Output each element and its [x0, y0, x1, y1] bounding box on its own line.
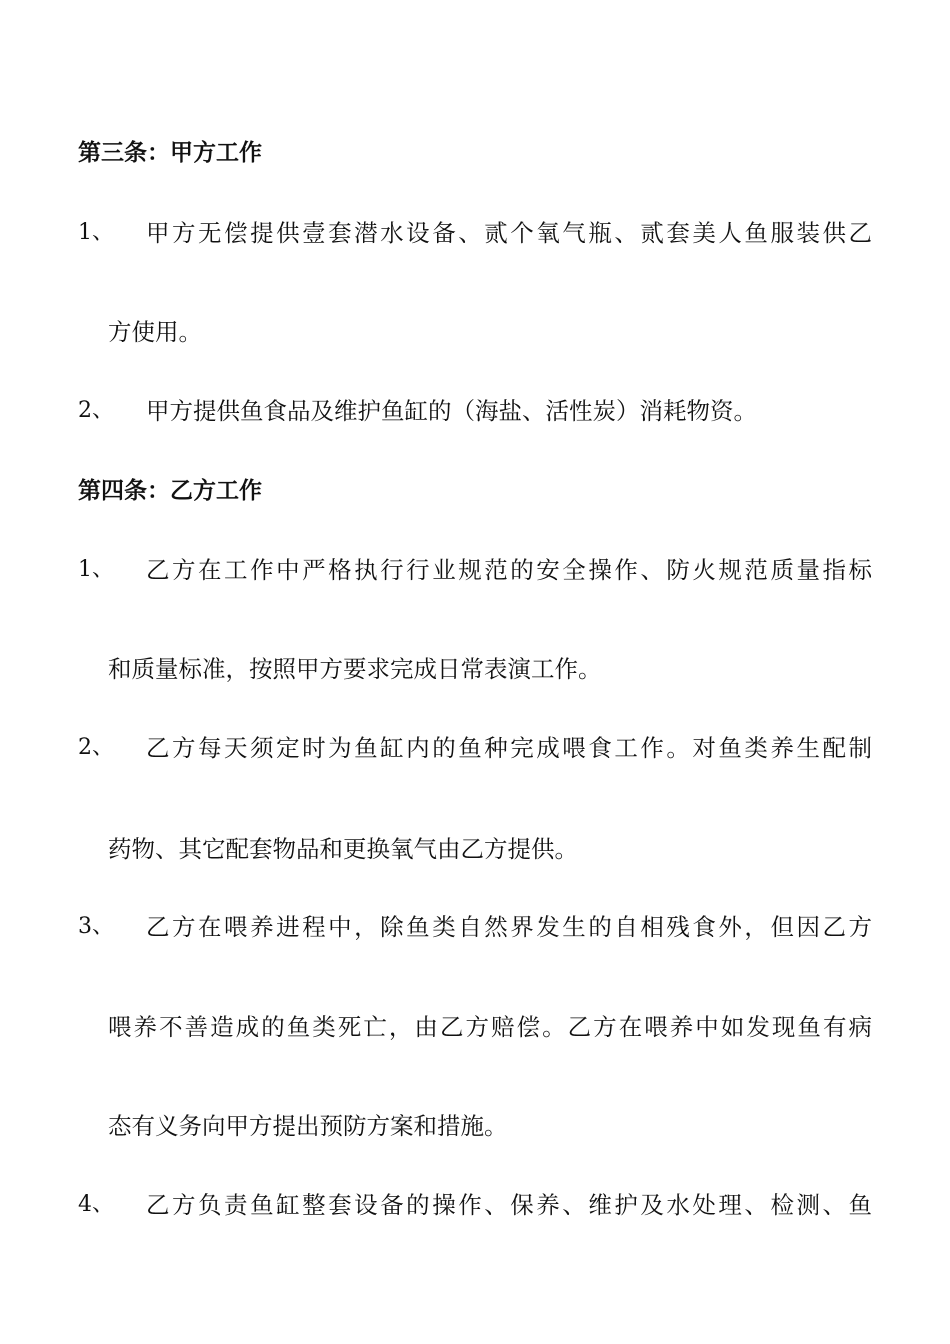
- item-number: 1、: [78, 220, 114, 245]
- item-text-line: 乙方负责鱼缸整套设备的操作、保养、维护及水处理、检测、鱼: [146, 1191, 872, 1219]
- item-text-line: 乙方每天须定时为鱼缸内的鱼种完成喂食工作。对鱼类养生配制: [146, 734, 872, 762]
- item-text-line: 乙方在工作中严格执行行业规范的安全操作、防火规范质量指标: [146, 556, 872, 584]
- section-4-heading: 第四条：乙方工作: [78, 477, 262, 504]
- item-number: 3、: [78, 914, 114, 939]
- item-text-line: 喂养不善造成的鱼类死亡，由乙方赔偿。乙方在喂养中如发现鱼有病: [108, 1013, 872, 1041]
- item-number: 2、: [78, 735, 114, 760]
- item-number: 4、: [78, 1192, 114, 1217]
- item-text-line: 甲方无偿提供壹套潜水设备、贰个氧气瓶、贰套美人鱼服装供乙: [146, 219, 872, 247]
- item-text-line: 药物、其它配套物品和更换氧气由乙方提供。: [108, 835, 578, 863]
- item-text-line: 态有义务向甲方提出预防方案和措施。: [108, 1112, 508, 1140]
- item-number: 1、: [78, 557, 114, 582]
- section-3-heading: 第三条：甲方工作: [78, 139, 262, 166]
- item-text-line: 和质量标准，按照甲方要求完成日常表演工作。: [108, 655, 602, 683]
- item-text-line: 甲方提供鱼食品及维护鱼缸的（海盐、活性炭）消耗物资。: [146, 397, 757, 425]
- item-number: 2、: [78, 398, 114, 423]
- item-text-line: 乙方在喂养进程中，除鱼类自然界发生的自相残食外，但因乙方: [146, 913, 872, 941]
- item-text-line: 方使用。: [108, 318, 202, 346]
